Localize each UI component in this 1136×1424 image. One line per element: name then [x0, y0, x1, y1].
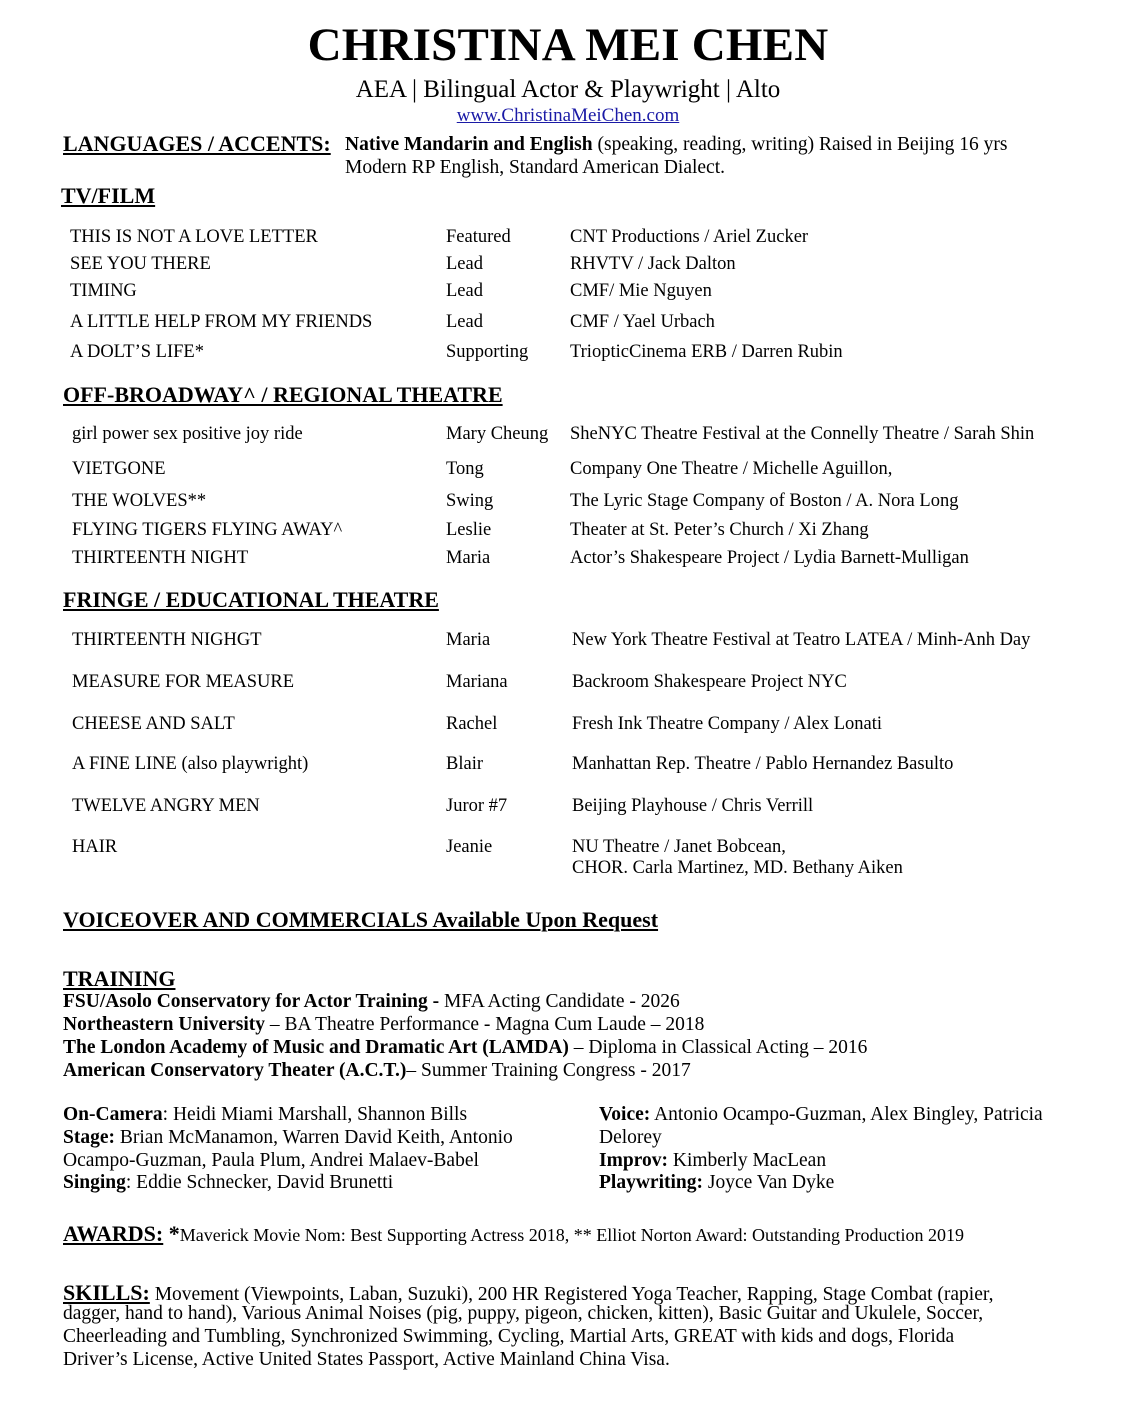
credit-role: Featured	[446, 227, 511, 247]
awards-line	[63, 1221, 964, 1247]
training-row	[63, 1037, 867, 1059]
credit-role: Maria	[446, 630, 491, 650]
training-heading: TRAINING	[63, 966, 176, 991]
credit-title: THIRTEENTH NIGHT	[72, 548, 249, 568]
fringe-heading: FRINGE / EDUCATIONAL THEATRE	[63, 587, 439, 612]
credit-company: CNT Productions / Ariel Zucker	[570, 227, 809, 247]
teacher-improv	[599, 1150, 826, 1172]
credit-role: Lead	[446, 254, 483, 274]
credit-role: Juror #7	[446, 796, 508, 816]
training-row	[63, 1060, 691, 1082]
credit-company: Manhattan Rep. Theatre / Pablo Hernandez Basulto	[572, 754, 954, 774]
credit-title: TIMING	[70, 281, 137, 301]
credit-company: New York Theatre Festival at Teatro LATEA / Minh-Anh Day	[572, 630, 1031, 650]
credit-role: Lead	[446, 281, 483, 301]
credit-title: CHEESE AND SALT	[72, 714, 235, 734]
teacher-singing	[63, 1172, 393, 1194]
credit-company-line-2: CHOR. Carla Martinez, MD. Bethany Aiken	[572, 858, 903, 878]
tvfilm-heading: TV/FILM	[61, 183, 156, 208]
credit-role: Leslie	[446, 520, 492, 540]
credit-role: Jeanie	[446, 837, 493, 857]
credit-title: VIETGONE	[72, 459, 166, 479]
skills-heading: SKILLS:	[63, 1280, 150, 1305]
credit-company: Company One Theatre / Michelle Aguillon,	[570, 459, 893, 479]
training-school: Northeastern University	[63, 1014, 265, 1035]
teacher-names: Antonio Ocampo-Guzman, Alex Bingley, Patricia	[650, 1104, 1043, 1125]
voiceover-heading: VOICEOVER AND COMMERCIALS Available Upon Request	[63, 907, 659, 932]
credit-role: Lead	[446, 312, 483, 332]
credit-role: Mary Cheung	[446, 424, 549, 444]
credit-company: NU Theatre / Janet Bobcean,	[572, 837, 786, 857]
languages-heading: LANGUAGES / ACCENTS:	[63, 131, 331, 156]
credit-role: Rachel	[446, 714, 498, 734]
credit-title: MEASURE FOR MEASURE	[72, 672, 295, 692]
teacher-label: On-Camera	[63, 1104, 163, 1125]
teacher-names: Kimberly MacLean	[667, 1150, 827, 1171]
teacher-label: Improv:	[599, 1150, 668, 1171]
languages-line-1-rest: (speaking, reading, writing) Raised in Beijing 16 yrs	[592, 134, 1008, 155]
credit-role: Blair	[446, 754, 483, 774]
training-row	[63, 991, 680, 1013]
teacher-names: : Heidi Miami Marshall, Shannon Bills	[162, 1104, 468, 1125]
skills-line-4: Driver’s License, Active United States Passport, Active Mainland China Visa.	[63, 1349, 670, 1370]
resume-subtitle: AEA | Bilingual Actor & Playwright | Alto	[355, 76, 781, 103]
credit-title: A LITTLE HELP FROM MY FRIENDS	[70, 312, 373, 332]
credit-title: FLYING TIGERS FLYING AWAY^	[72, 520, 343, 540]
teacher-voice-line-2: Delorey	[599, 1127, 662, 1148]
credit-role: Tong	[446, 459, 484, 479]
credit-company: The Lyric Stage Company of Boston / A. Nora Long	[570, 491, 959, 511]
languages-native: Native Mandarin and English	[345, 134, 593, 155]
credit-role: Maria	[446, 548, 491, 568]
training-detail: – Diploma in Classical Acting – 2016	[568, 1037, 868, 1058]
awards-text: Maverick Movie Nom: Best Supporting Actress 2018, ** Elliot Norton Award: Outstanding Production 2019	[179, 1225, 965, 1245]
teacher-stage	[63, 1127, 513, 1149]
credit-title: TWELVE ANGRY MEN	[72, 796, 260, 816]
credit-role: Swing	[446, 491, 494, 511]
training-school: FSU/Asolo Conservatory for Actor Training -	[63, 991, 440, 1012]
resume-name: CHRISTINA MEI CHEN	[307, 19, 829, 71]
teacher-oncamera	[63, 1104, 467, 1126]
credit-company: Fresh Ink Theatre Company / Alex Lonati	[572, 714, 882, 734]
teacher-label: Playwriting:	[599, 1172, 703, 1193]
credit-company: SheNYC Theatre Festival at the Connelly Theatre / Sarah Shin	[570, 424, 1035, 444]
training-school: The London Academy of Music and Dramatic Art (LAMDA)	[63, 1037, 569, 1058]
credit-title: THIRTEENTH NIGHGT	[72, 630, 262, 650]
teacher-names: Brian McManamon, Warren David Keith, Antonio	[115, 1127, 513, 1148]
languages-line-1	[345, 134, 1007, 156]
credit-company: RHVTV / Jack Dalton	[570, 254, 736, 274]
credit-company: CMF/ Mie Nguyen	[570, 281, 712, 301]
credit-company: Backroom Shakespeare Project NYC	[572, 672, 847, 692]
skills-text: Movement (Viewpoints, Laban, Suzuki), 200 HR Registered Yoga Teacher, Rapping, Stage Combat (rapier,	[149, 1284, 994, 1305]
teacher-label: Voice:	[599, 1104, 651, 1125]
teacher-names: Joyce Van Dyke	[702, 1172, 835, 1193]
skills-line-2: dagger, hand to hand), Various Animal Noises (pig, puppy, pigeon, chicken, kitten), Basic Guitar and Ukulele, Soccer,	[63, 1303, 984, 1324]
teacher-stage-line-2: Ocampo-Guzman, Paula Plum, Andrei Malaev-Babel	[63, 1150, 479, 1171]
credit-title: SEE YOU THERE	[70, 254, 211, 274]
credit-role: Supporting	[446, 342, 529, 362]
credit-title: THE WOLVES**	[72, 491, 207, 511]
credit-company: TriopticCinema ERB / Darren Rubin	[570, 342, 843, 362]
credit-role: Mariana	[446, 672, 508, 692]
teacher-label: Singing	[63, 1172, 126, 1193]
website-link[interactable]: www.ChristinaMeiChen.com	[456, 105, 680, 126]
teacher-label: Stage:	[63, 1127, 115, 1148]
regional-heading: OFF-BROADWAY^ / REGIONAL THEATRE	[63, 382, 503, 407]
teacher-voice	[599, 1104, 1043, 1126]
credit-title: A FINE LINE (also playwright)	[72, 754, 309, 774]
credit-company: CMF / Yael Urbach	[570, 312, 715, 332]
teacher-playwriting	[599, 1172, 834, 1194]
credit-title: girl power sex positive joy ride	[72, 424, 303, 444]
credit-company: Theater at St. Peter’s Church / Xi Zhang	[570, 520, 869, 540]
training-detail: – BA Theatre Performance - Magna Cum Laude – 2018	[265, 1014, 705, 1035]
skills-line-3: Cheerleading and Tumbling, Synchronized Swimming, Cycling, Martial Arts, GREAT with kids and dogs, Florida	[63, 1326, 955, 1347]
awards-heading: AWARDS:	[63, 1221, 164, 1246]
credit-title: THIS IS NOT A LOVE LETTER	[70, 227, 318, 247]
training-row	[63, 1014, 704, 1036]
training-detail: MFA Acting Candidate - 2026	[439, 991, 680, 1012]
credit-title: HAIR	[72, 837, 118, 857]
teacher-names: : Eddie Schnecker, David Brunetti	[125, 1172, 394, 1193]
credit-company: Actor’s Shakespeare Project / Lydia Barnett-Mulligan	[570, 548, 969, 568]
languages-line-2: Modern RP English, Standard American Dialect.	[345, 157, 725, 178]
credit-company: Beijing Playhouse / Chris Verrill	[572, 796, 814, 816]
credit-title: A DOLT’S LIFE*	[70, 342, 204, 362]
awards-star: *	[163, 1221, 180, 1246]
training-school: American Conservatory Theater (A.C.T.)	[63, 1060, 407, 1081]
training-detail: – Summer Training Congress - 2017	[406, 1060, 691, 1081]
